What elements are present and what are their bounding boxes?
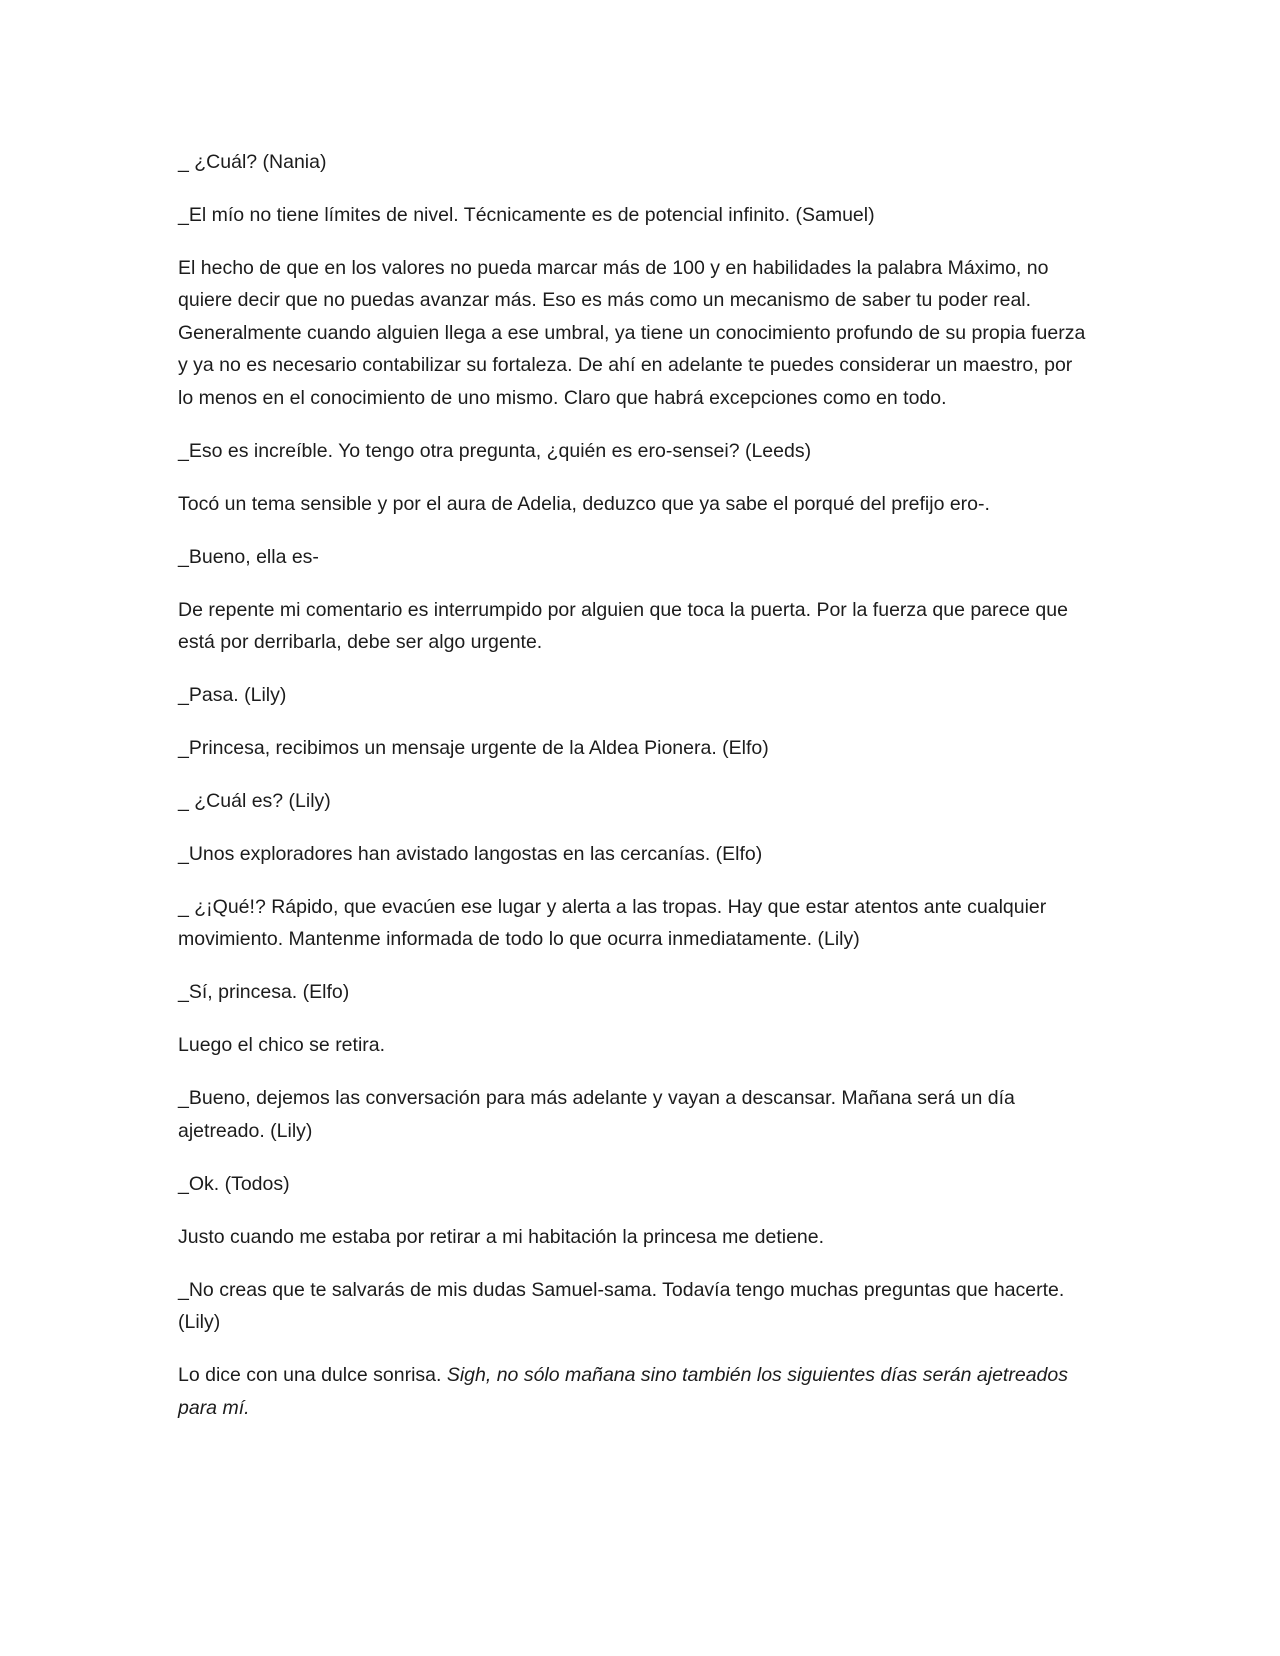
dialogue-line: _Pasa. (Lily)	[178, 684, 287, 707]
dialogue-line: _ ¿Cuál? (Nania)	[178, 151, 327, 173]
narration-paragraph: Tocó un tema sensible y por el aura de Adelia, deduzco que ya sabe el porqué del prefijo ero-.	[178, 492, 990, 515]
dialogue-line: _No creas que te salvarás de mis dudas Samuel-sama. Todavía tengo muchas preguntas que hacerte. (Lily)	[178, 1278, 1065, 1334]
closing-italic-thought: Sigh, no sólo mañana sino también los siguientes días serán ajetreados para mí.	[178, 1364, 1068, 1419]
dialogue-line: _Bueno, dejemos las conversación para más adelante y vayan a descansar. Mañana será un día ajetreado. (Lily)	[178, 1087, 1015, 1142]
dialogue-line: _ ¿Cuál es? (Lily)	[178, 790, 331, 813]
dialogue-line: _El mío no tiene límites de nivel. Técnicamente es de potencial infinito. (Samuel)	[178, 204, 875, 226]
dialogue-line: _Sí, princesa. (Elfo)	[178, 981, 350, 1004]
dialogue-line: _Unos exploradores han avistado langostas en las cercanías. (Elfo)	[178, 843, 763, 866]
dialogue-line: _Bueno, ella es-	[178, 545, 319, 568]
closing-paragraph	[178, 1359, 1088, 1424]
narration-paragraph: El hecho de que en los valores no pueda marcar más de 100 y en habilidades la palabra Máximo, no quiere decir que no puedas avanzar más. Eso es más como un mecanismo de saber tu poder real. Generalmente cuando alguien llega a ese umbral, ya tiene un conocimiento profundo de su propia fuerza y ya no es necesario contabilizar su fortaleza. De ahí en adelante te puedes considerar un maestro, por lo menos en el conocimiento de uno mismo. Claro que habrá excepciones como en todo.	[178, 257, 1086, 409]
dialogue-line: _Princesa, recibimos un mensaje urgente de la Aldea Pionera. (Elfo)	[178, 737, 769, 760]
dialogue-line: _Ok. (Todos)	[178, 1172, 290, 1195]
narration-paragraph: Justo cuando me estaba por retirar a mi habitación la princesa me detiene.	[178, 1225, 825, 1248]
closing-plain-text: Lo dice con una dulce sonrisa.	[178, 1364, 447, 1387]
document-body	[178, 146, 1088, 1445]
dialogue-line: _ ¿¡Qué!? Rápido, que evacúen ese lugar y alerta a las tropas. Hay que estar atentos ante cualquier movimiento. Mantenme informada de todo lo que ocurra inmediatamente. (Lily)	[178, 896, 1047, 951]
dialogue-line: _Eso es increíble. Yo tengo otra pregunta, ¿quién es ero-sensei? (Leeds)	[178, 439, 812, 462]
narration-paragraph: Luego el chico se retira.	[178, 1034, 386, 1057]
narration-paragraph: De repente mi comentario es interrumpido por alguien que toca la puerta. Por la fuerza que parece que está por derribarla, debe ser algo urgente.	[178, 598, 1068, 654]
